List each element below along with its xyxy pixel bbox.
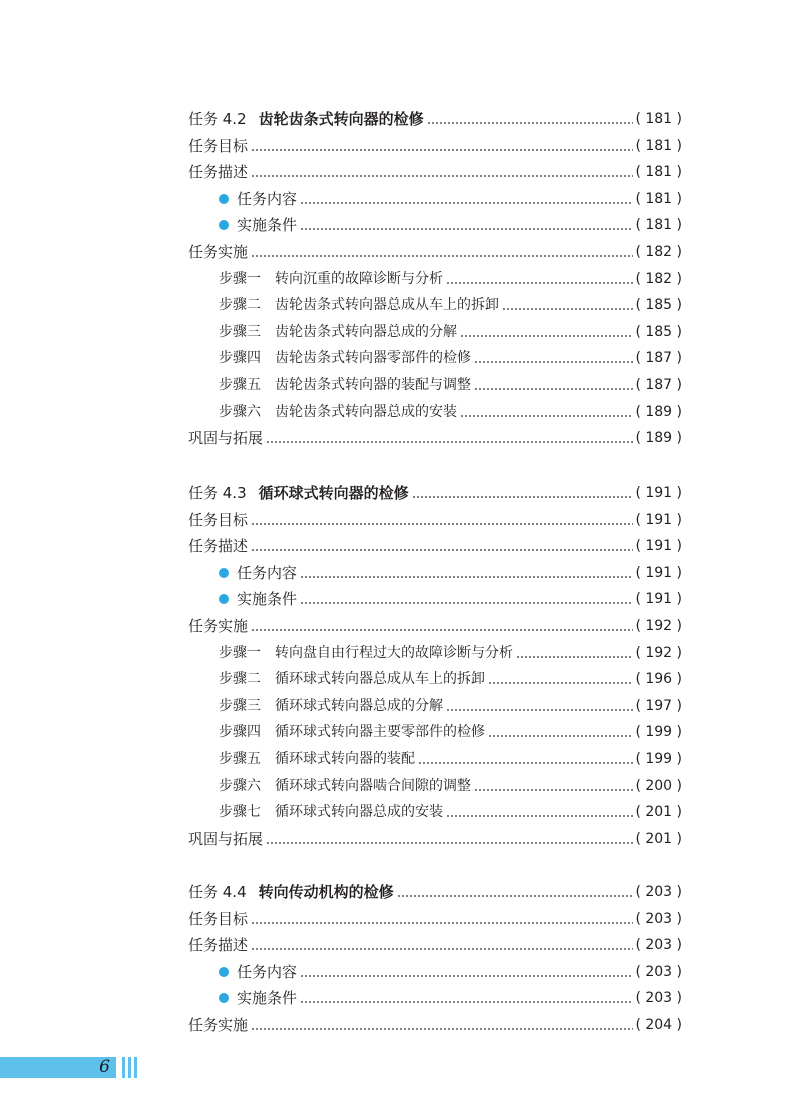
toc-entry[interactable]	[188, 931, 682, 955]
toc-entry[interactable]	[188, 506, 682, 530]
toc-step-entry[interactable]	[219, 398, 682, 422]
toc-page-ref: ( 201 )	[635, 804, 682, 821]
footer-stripe	[128, 1057, 131, 1078]
toc-entry[interactable]	[188, 132, 682, 156]
dot-leader	[488, 735, 633, 737]
dot-leader	[488, 682, 633, 684]
bullet-dot-icon	[219, 967, 229, 977]
task-number: 任务 4.2	[188, 110, 247, 128]
toc-entry-label: 循环球式转向器啮合间隙的调整	[275, 777, 471, 794]
step-number: 步骤六	[219, 777, 261, 794]
footer-stripe	[134, 1057, 137, 1078]
dot-leader	[474, 789, 633, 791]
dot-leader	[266, 441, 633, 443]
toc-page-ref: ( 181 )	[635, 111, 682, 127]
toc-step-entry[interactable]	[219, 798, 682, 822]
dot-leader	[300, 228, 633, 230]
dot-leader	[251, 1028, 633, 1030]
toc-page-ref: ( 181 )	[635, 190, 682, 207]
toc-entry[interactable]	[188, 532, 682, 556]
toc-step-entry[interactable]	[219, 318, 682, 342]
toc-entry-label: 齿轮齿条式转向器总成的分解	[275, 323, 457, 340]
toc-page-ref: ( 199 )	[635, 724, 682, 741]
step-number: 步骤四	[219, 350, 261, 367]
toc-page-ref: ( 185 )	[635, 323, 682, 340]
step-number: 步骤一	[219, 644, 261, 661]
dot-leader	[446, 282, 633, 284]
toc-page-ref: ( 203 )	[635, 910, 682, 927]
toc-page-ref: ( 191 )	[635, 511, 682, 528]
toc-entry-label: 循环球式转向器主要零部件的检修	[275, 724, 485, 741]
dot-leader	[446, 709, 633, 711]
toc-entry-label: 转向盘自由行程过大的故障诊断与分析	[275, 644, 513, 661]
toc-bullet-entry[interactable]	[219, 185, 682, 209]
toc-step-entry[interactable]	[219, 772, 682, 796]
toc-entry-label: 任务描述	[188, 537, 249, 556]
step-number: 步骤七	[219, 804, 261, 821]
toc-page-ref: ( 181 )	[635, 217, 682, 234]
toc-bullet-entry[interactable]	[219, 585, 682, 609]
step-number: 步骤五	[219, 751, 261, 767]
toc-entry-label: 转向沉重的故障诊断与分析	[275, 270, 443, 287]
toc-bullet-entry[interactable]	[219, 559, 682, 583]
toc-entry-label: 循环球式转向器总成的安装	[275, 804, 443, 821]
bullet-dot-icon	[219, 568, 229, 578]
dot-leader	[300, 602, 633, 604]
step-number: 步骤二	[219, 297, 261, 314]
toc-page-ref: ( 200 )	[635, 777, 682, 794]
toc-page-ref: ( 191 )	[635, 538, 682, 555]
toc-page-ref: ( 204 )	[635, 1017, 682, 1033]
toc-entry-label: 实施条件	[237, 989, 298, 1008]
task-title: 齿轮齿条式转向器的检修	[258, 110, 424, 128]
toc-step-entry[interactable]	[219, 639, 682, 663]
toc-entry-label: 循环球式转向器总成从车上的拆卸	[275, 671, 485, 688]
toc-entry-label: 齿轮齿条式转向器零部件的检修	[275, 350, 471, 367]
step-number: 步骤六	[219, 403, 261, 420]
toc-entry[interactable]	[188, 612, 682, 636]
toc-entry-label: 任务实施	[188, 243, 249, 261]
dot-leader	[251, 549, 633, 551]
dot-leader	[251, 922, 633, 924]
dot-leader	[502, 308, 633, 310]
footer-stripe	[122, 1057, 125, 1078]
toc-entry-label: 任务内容	[237, 962, 298, 981]
toc-entry-label: 任务目标	[188, 136, 249, 155]
task-number: 任务 4.3	[188, 484, 247, 502]
toc-entry-label: 任务内容	[237, 563, 298, 582]
toc-page-ref: ( 203 )	[635, 884, 682, 900]
dot-leader	[460, 335, 633, 337]
toc-entry-label: 任务目标	[188, 510, 249, 529]
toc-page-ref: ( 185 )	[635, 297, 682, 314]
dot-leader	[266, 842, 633, 844]
toc-entry[interactable]	[188, 1011, 682, 1035]
toc-entry-label: 齿轮齿条式转向器总成的安装	[275, 403, 457, 420]
step-number: 步骤三	[219, 697, 261, 714]
toc-entry-label: 任务目标	[188, 909, 249, 928]
toc-page-ref: ( 203 )	[635, 963, 682, 980]
toc-step-entry[interactable]	[219, 344, 682, 368]
dot-leader	[300, 1001, 633, 1003]
toc-entry-label: 任务实施	[188, 1016, 249, 1034]
toc-task-heading[interactable]	[188, 479, 682, 503]
dot-leader	[251, 629, 633, 631]
toc-page-ref: ( 187 )	[635, 377, 682, 393]
dot-leader	[300, 975, 633, 977]
toc-page-ref: ( 181 )	[635, 164, 682, 181]
step-number: 步骤一	[219, 270, 261, 287]
toc-page-ref: ( 189 )	[635, 430, 682, 447]
toc-page-ref: ( 203 )	[635, 990, 682, 1007]
toc-page-ref: ( 182 )	[635, 244, 682, 260]
bullet-dot-icon	[219, 594, 229, 604]
dot-leader	[412, 496, 634, 498]
toc-page-ref: ( 203 )	[635, 937, 682, 954]
toc-page-ref: ( 191 )	[635, 591, 682, 608]
toc-step-entry[interactable]	[219, 745, 682, 769]
toc-entry-label: 任务描述	[188, 163, 249, 182]
toc-entry[interactable]	[188, 158, 682, 182]
dot-leader	[251, 255, 633, 257]
task-title: 循环球式转向器的检修	[258, 484, 409, 502]
toc-entry-label: 巩固与拓展	[188, 829, 264, 848]
task-number: 任务 4.4	[188, 883, 247, 901]
dot-leader	[474, 361, 633, 363]
toc-page-ref: ( 197 )	[635, 697, 682, 714]
toc-page-ref: ( 199 )	[635, 751, 682, 767]
dot-leader	[251, 948, 633, 950]
toc-page-ref: ( 201 )	[635, 830, 682, 847]
toc-entry-label: 实施条件	[237, 590, 298, 609]
toc-bullet-entry[interactable]	[219, 958, 682, 982]
dot-leader	[251, 523, 633, 525]
toc-task-heading[interactable]	[188, 878, 682, 902]
toc-entry[interactable]	[188, 238, 682, 262]
step-number: 步骤三	[219, 323, 261, 340]
bullet-dot-icon	[219, 194, 229, 204]
toc-step-entry[interactable]	[219, 718, 682, 742]
dot-leader	[427, 122, 634, 124]
toc-entry-label: 任务内容	[237, 189, 298, 208]
toc-page-ref: ( 192 )	[635, 618, 682, 634]
dot-leader	[460, 415, 633, 417]
toc-entry[interactable]	[188, 424, 682, 448]
dot-leader	[474, 388, 633, 390]
toc-entry[interactable]	[188, 825, 682, 849]
toc-page-ref: ( 181 )	[635, 137, 682, 154]
dot-leader	[516, 656, 633, 658]
toc-page-ref: ( 191 )	[635, 564, 682, 581]
toc-page-ref: ( 187 )	[635, 350, 682, 367]
task-title: 转向传动机构的检修	[258, 883, 394, 901]
dot-leader	[251, 149, 633, 151]
toc-entry-label: 循环球式转向器的装配	[275, 751, 415, 767]
toc-step-entry[interactable]	[219, 265, 682, 289]
toc-page-ref: ( 196 )	[635, 671, 682, 688]
toc-step-entry[interactable]	[219, 665, 682, 689]
toc-entry-label: 循环球式转向器总成的分解	[275, 697, 443, 714]
toc-step-entry[interactable]	[219, 371, 682, 395]
toc-entry[interactable]	[188, 905, 682, 929]
dot-leader	[251, 175, 633, 177]
page-number: 6	[99, 1057, 110, 1077]
toc-step-entry[interactable]	[219, 291, 682, 315]
step-number: 步骤二	[219, 671, 261, 688]
toc-step-entry[interactable]	[219, 692, 682, 716]
toc-entry-label: 巩固与拓展	[188, 429, 264, 448]
toc-entry-label: 任务描述	[188, 936, 249, 955]
dot-leader	[300, 202, 633, 204]
toc-task-heading[interactable]	[188, 105, 682, 129]
toc-page-ref: ( 192 )	[635, 644, 682, 661]
toc-page-ref: ( 191 )	[635, 485, 682, 501]
dot-leader	[397, 895, 634, 897]
toc-entry-label: 实施条件	[237, 216, 298, 235]
toc-entry-label: 任务实施	[188, 617, 249, 635]
toc-entry-label: 齿轮齿条式转向器总成从车上的拆卸	[275, 297, 499, 314]
dot-leader	[300, 576, 633, 578]
bullet-dot-icon	[219, 220, 229, 230]
dot-leader	[446, 815, 633, 817]
step-number: 步骤五	[219, 377, 261, 393]
toc-bullet-entry[interactable]	[219, 984, 682, 1008]
toc-page-ref: ( 189 )	[635, 403, 682, 420]
bullet-dot-icon	[219, 993, 229, 1003]
step-number: 步骤四	[219, 724, 261, 741]
toc-page-ref: ( 182 )	[635, 270, 682, 287]
toc-entry-label: 齿轮齿条式转向器的装配与调整	[275, 377, 471, 393]
dot-leader	[418, 762, 633, 764]
toc-bullet-entry[interactable]	[219, 211, 682, 235]
